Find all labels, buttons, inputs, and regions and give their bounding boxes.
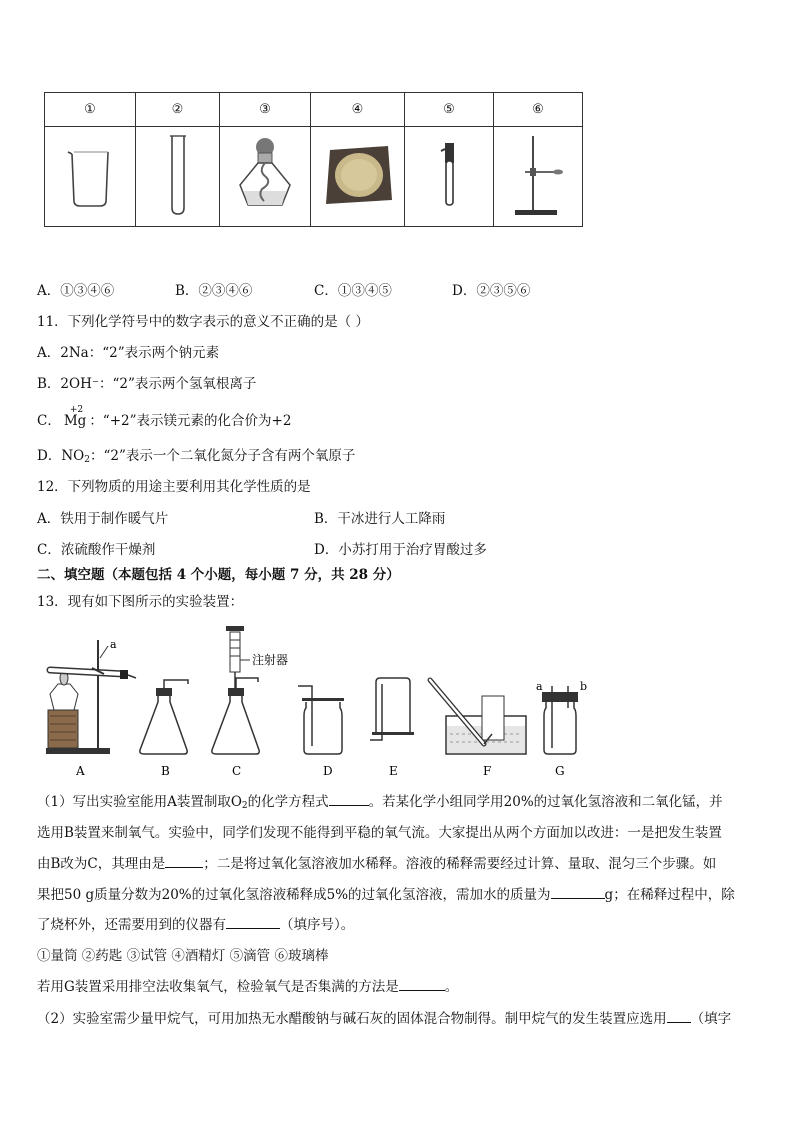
apparatus-c (212, 626, 288, 754)
text-segment: 果把50 g质量分数为20%的过氧化氢溶液稀释成5%的过氧化氢溶液，需加水的质量为 (37, 887, 551, 903)
section-heading: 二、填空题（本题包括 4 个小题，每小题 7 分，共 28 分） (37, 567, 400, 583)
apparatus-label-a: A (76, 764, 85, 778)
col-header: ② (136, 93, 220, 127)
text-segment: （1）写出实验室能用A装置制取O (37, 794, 242, 810)
col-header: ⑥ (494, 93, 583, 127)
text-segment: 。若某化学小组同学用20%的过氧化氢溶液和二氧化锰，并 (368, 794, 723, 810)
text-segment: 由B改为C，其理由是 (37, 856, 166, 872)
col-header: ③ (220, 93, 311, 127)
iron-stand-cell (494, 127, 583, 227)
equipment-table (44, 92, 583, 227)
test-tube-icon (158, 132, 198, 218)
q13-part1-line3 (37, 855, 716, 873)
text-segment: （2）实验室需少量甲烷气，可用加热无水醋酸钠与碱石灰的固体混合物制得。制甲烷气的发生装置应选用 (37, 1011, 667, 1027)
q11-option-d (37, 447, 355, 469)
option-a: A．①③④⑥ (37, 283, 115, 299)
option-prefix: D．NO (37, 448, 85, 464)
text-segment: （填字 (690, 1011, 732, 1027)
alcohol-lamp-cell (220, 127, 311, 227)
question-12-stem: 12．下列物质的用途主要利用其化学性质的是 (37, 479, 311, 495)
q13-part1-line4 (37, 886, 735, 904)
subscript: 2 (84, 455, 90, 465)
mg-symbol (63, 405, 87, 430)
test-tube-cell (136, 127, 220, 227)
q13-part1-line5 (37, 916, 354, 934)
q12-option-d: D．小苏打用于治疗胃酸过多 (314, 542, 487, 558)
q13-part2-line1 (37, 1010, 731, 1028)
syringe-label: 注射器 (252, 653, 289, 667)
valence-superscript: +2 (69, 405, 84, 415)
answer-blank[interactable] (165, 855, 203, 868)
beaker-cell (45, 127, 136, 227)
asbestos-mesh-icon (320, 140, 396, 210)
text-segment: 。 (444, 979, 459, 995)
apparatus-label-f: F (483, 764, 492, 778)
option-text: ：“+2”表示镁元素的化合价为+2 (89, 413, 292, 429)
text-segment: g；在稀释过程中，除 (604, 887, 735, 903)
q12-option-c: C．浓硫酸作干燥剂 (37, 542, 156, 558)
iron-stand-icon (503, 132, 573, 218)
beaker-icon (60, 140, 120, 210)
apparatus-e (370, 678, 414, 740)
q11-option-b: B．2OH⁻：“2”表示两个氢氧根离子 (37, 376, 257, 392)
subscript: 2 (241, 801, 248, 811)
q13-part1-line1 (37, 793, 723, 815)
apparatus-a (46, 638, 136, 754)
answer-blank[interactable] (329, 793, 369, 806)
apparatus-d (298, 686, 344, 754)
test-tube-holder-icon (429, 137, 469, 213)
apparatus-label-b: B (161, 764, 170, 778)
label-g-b: b (580, 680, 588, 693)
q12-option-b: B．干冰进行人工降雨 (314, 511, 446, 527)
alcohol-lamp-icon (230, 135, 300, 215)
apparatus-g (536, 680, 587, 754)
instrument-list: ①量筒 ②药匙 ③试管 ④酒精灯 ⑤滴管 ⑥玻璃棒 (37, 948, 329, 964)
question-13-stem: 13．现有如下图所示的实验装置： (37, 594, 244, 610)
answer-blank[interactable] (399, 978, 445, 991)
q13-part1-line2: 选用B装置来制氧气。实验中，同学们发现不能得到平稳的氧气流。大家提出从两个方面加以改进：一是把发生装置 (37, 825, 722, 841)
option-text: ：“2”表示一个二氧化氮分子含有两个氧原子 (89, 448, 356, 464)
col-header: ④ (311, 93, 405, 127)
label-a-small: a (110, 638, 117, 651)
text-segment: 若用G装置采用排空法收集氧气，检验氧气是否集满的方法是 (37, 979, 399, 995)
answer-blank[interactable] (226, 916, 280, 929)
option-b: B．②③④⑥ (175, 283, 253, 299)
apparatus-label-g: G (555, 764, 565, 778)
test-tube-holder-cell (405, 127, 494, 227)
text-segment: 的化学方程式 (247, 794, 329, 810)
apparatus-figure (36, 620, 596, 782)
element-symbol: Mg (63, 413, 87, 429)
apparatus-label-e: E (389, 764, 398, 778)
apparatus-f (430, 680, 526, 754)
q13-g-line (37, 978, 458, 996)
q12-option-a: A．铁用于制作暖气片 (37, 511, 169, 527)
apparatus-label-d: D (323, 764, 333, 778)
option-prefix: C． (37, 413, 61, 429)
col-header: ① (45, 93, 136, 127)
option-c: C．①③④⑤ (314, 283, 392, 299)
asbestos-mesh-cell (311, 127, 405, 227)
q11-option-c (37, 405, 292, 430)
apparatus-b (140, 680, 188, 754)
text-segment: ；二是将过氧化氢溶液加水稀释。溶液的稀释需要经过计算、量取、混匀三个步骤。如 (203, 856, 717, 872)
option-d: D．②③⑤⑥ (452, 283, 531, 299)
question-11-stem: 11．下列化学符号中的数字表示的意义不正确的是（ ） (37, 314, 369, 330)
label-g-a: a (536, 680, 543, 693)
apparatus-label-c: C (232, 764, 242, 778)
answer-blank[interactable] (667, 1010, 691, 1023)
text-segment: （填序号）。 (280, 917, 355, 933)
text-segment: 了烧杯外，还需要用到的仪器有 (37, 917, 226, 933)
answer-blank[interactable] (551, 886, 605, 899)
col-header: ⑤ (405, 93, 494, 127)
q11-option-a: A．2Na：“2”表示两个钠元素 (37, 345, 220, 361)
